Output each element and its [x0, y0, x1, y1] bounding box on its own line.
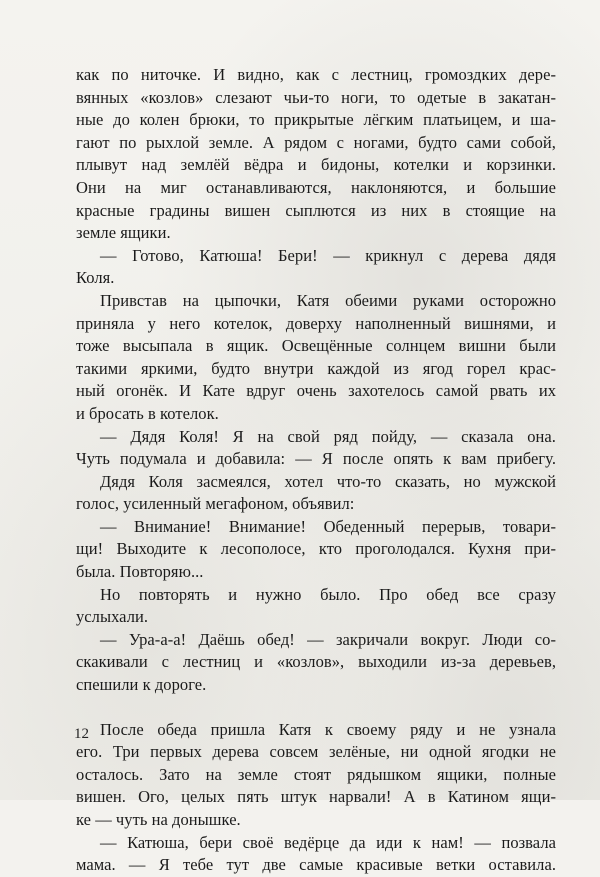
- text-line: щи! Выходите к лесополосе, кто проголодался. Кухня при-: [76, 539, 556, 559]
- text-line: Коля.: [76, 268, 115, 288]
- text-line: как по ниточке. И видно, как с лестниц, громоздких дере-: [76, 65, 556, 84]
- text-line: Но повторять и нужно было. Про обед все сразу: [100, 584, 556, 604]
- text-line: голос, усиленный мегафоном, объявил:: [76, 494, 355, 514]
- text-line: — Ура-а-а! Даёшь обед! — закричали вокруг. Люди со-: [100, 629, 556, 649]
- page-number: 12: [74, 726, 89, 742]
- text-line: приняла у него котелок, доверху наполненный вишнями, и: [76, 313, 556, 333]
- text-line: земле ящики.: [76, 223, 171, 243]
- text-line: Они на миг останавливаются, наклоняются, и большие: [76, 177, 556, 197]
- text-line: ке — чуть на донышке.: [76, 810, 241, 829]
- text-line: красные градины вишен сыплются из них в стоящие на: [76, 200, 556, 220]
- text-line: — Готово, Катюша! Бери! — крикнул с дерева дядя: [100, 245, 556, 265]
- text-line: плывут над землёй вёдра и бидоны, котелки и корзинки.: [76, 155, 556, 175]
- text-line: вишен. Ого, целых пять штук нарвали! А в Катином ящи-: [76, 787, 556, 807]
- text-line: — Дядя Коля! Я на свой ряд пойду, — сказала она.: [100, 426, 556, 446]
- body-text: [76, 64, 556, 877]
- section-break: [76, 697, 556, 719]
- text-line: мама. — Я тебе тут две самые красивые ветки оставила.: [76, 855, 556, 875]
- text-line: — Внимание! Внимание! Обеденный перерыв, товари-: [100, 516, 556, 536]
- text-line: гают по рыхлой земле. А рядом с ногами, будто сами собой,: [76, 132, 556, 152]
- text-line: После обеда пришла Катя к своему ряду и не узнала: [100, 719, 556, 739]
- text-line: Привстав на цыпочки, Катя обеими руками осторожно: [100, 290, 556, 310]
- text-line: ный огонёк. И Кате вдруг очень захотелось самой рвать их: [76, 381, 556, 401]
- text-line: спешили к дороге.: [76, 675, 207, 695]
- text-line: осталось. Зато на земле стоят рядышком ящики, полные: [76, 764, 556, 784]
- text-line: тоже высыпала в ящик. Освещённые солнцем вишни были: [76, 336, 556, 356]
- text-line: Чуть подумала и добавила: — Я после опять к вам прибегу.: [76, 449, 556, 469]
- text-line: его. Три первых дерева совсем зелёные, ни одной ягодки не: [76, 742, 556, 762]
- text-line: вянных «козлов» слезают чьи-то ноги, то одетые в закатан-: [76, 87, 556, 107]
- text-line: была. Повторяю...: [76, 562, 204, 582]
- text-line: скакивали с лестниц и «козлов», выходили из-за деревьев,: [76, 652, 556, 672]
- text-line: — Катюша, бери своё ведёрце да иди к нам! — позвала: [100, 832, 556, 852]
- text-line: ные до колен брюки, то прикрытые лёгким платьицем, и ша-: [76, 110, 556, 130]
- text-line: Дядя Коля засмеялся, хотел что-то сказать, но мужской: [100, 471, 556, 491]
- text-line: такими яркими, будто внутри каждой из ягод горел крас-: [76, 358, 556, 378]
- text-line: услыхали.: [76, 607, 149, 627]
- text-line: и бросать в котелок.: [76, 403, 219, 423]
